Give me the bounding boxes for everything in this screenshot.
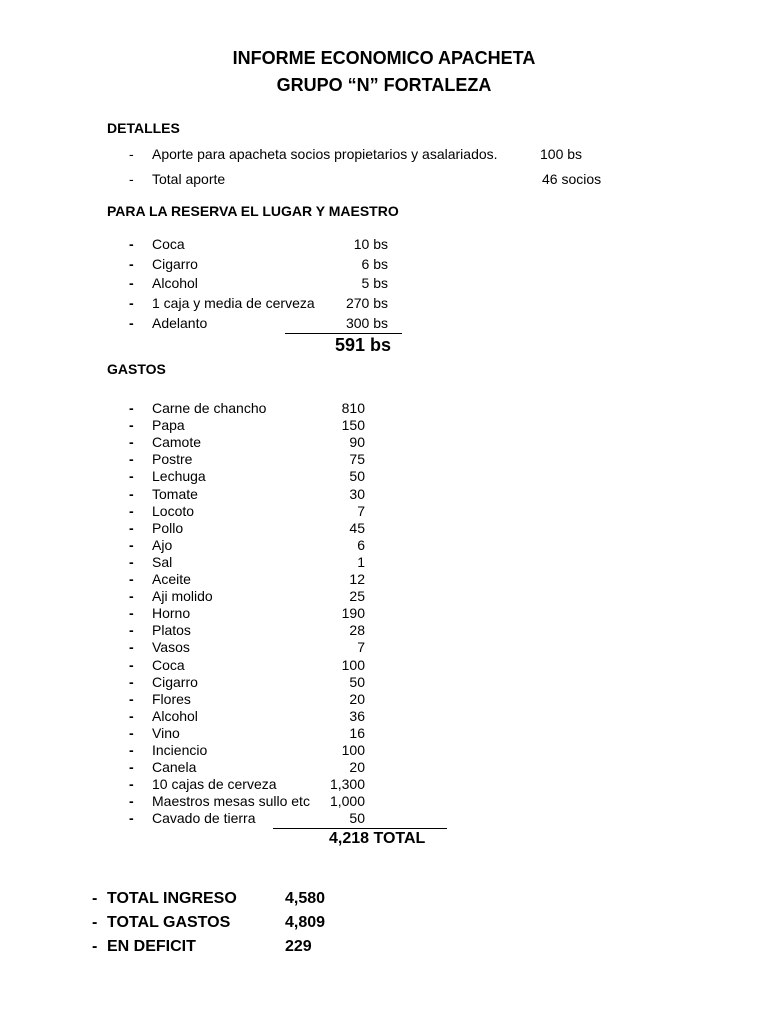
detalle-label: Total aporte <box>152 171 226 187</box>
summary-value: 229 <box>285 938 312 955</box>
list-bullet: - <box>129 793 134 810</box>
gasto-item-label: Coca <box>152 656 185 673</box>
list-bullet: - <box>129 171 134 187</box>
reserva-item-label: Coca <box>152 236 185 252</box>
list-bullet: - <box>129 417 134 434</box>
gastos-heading: GASTOS <box>107 361 166 377</box>
list-bullet: - <box>129 742 134 758</box>
gasto-item-label: Aceite <box>152 571 191 587</box>
gasto-item-label: Sal <box>152 553 173 570</box>
list-bullet: - <box>129 810 134 827</box>
list-bullet: - <box>129 776 134 793</box>
list-bullet: - <box>129 502 134 519</box>
detalle-value: 100 bs <box>540 146 583 162</box>
gasto-item-value: 50 <box>349 673 365 690</box>
gasto-item-value: 100 <box>341 656 365 673</box>
reserva-item-label: Cigarro <box>152 255 198 272</box>
list-bullet: - <box>129 275 134 292</box>
gasto-item-value: 75 <box>349 451 365 468</box>
gasto-item-value: 50 <box>349 468 365 485</box>
gasto-item-value: 1,000 <box>329 793 365 810</box>
list-bullet: - <box>129 553 134 570</box>
gasto-item-value: 190 <box>341 605 365 622</box>
list-bullet: - <box>129 236 134 252</box>
detalle-label: Aporte para apacheta socios propietarios y asalariados. <box>152 146 498 162</box>
summary-value: 4,580 <box>285 890 326 907</box>
reserva-item-value: 6 bs <box>361 255 388 272</box>
gasto-item-value: 20 <box>349 759 365 776</box>
gastos-total: 4,218 TOTAL <box>329 830 426 847</box>
gasto-item-value: 30 <box>349 485 365 502</box>
reserva-item-label: 1 caja y media de cerveza <box>152 295 315 312</box>
list-bullet: - <box>129 605 134 622</box>
gasto-item-label: Aji molido <box>152 588 213 605</box>
list-bullet: - <box>129 724 134 741</box>
gasto-item-value: 810 <box>341 400 365 416</box>
gasto-item-label: Canela <box>152 759 197 776</box>
gasto-item-label: Inciencio <box>152 742 208 758</box>
gasto-item-value: 90 <box>349 434 365 451</box>
gasto-item-label: Lechuga <box>152 468 206 485</box>
gasto-item-label: Camote <box>152 434 202 451</box>
gasto-item-label: 10 cajas de cerveza <box>152 776 277 793</box>
gasto-item-label: Maestros mesas sullo etc <box>152 793 310 810</box>
gasto-item-value: 1 <box>357 553 365 570</box>
summary-label: TOTAL INGRESO <box>107 890 237 907</box>
gasto-item-label: Vino <box>152 724 180 741</box>
reserva-item-label: Adelanto <box>152 314 208 331</box>
report-title: INFORME ECONOMICO APACHETA <box>232 48 536 68</box>
list-bullet: - <box>129 759 134 776</box>
gasto-item-label: Pollo <box>152 519 184 536</box>
gasto-item-value: 16 <box>349 724 365 741</box>
reserva-heading: PARA LA RESERVA EL LUGAR Y MAESTRO <box>107 203 399 219</box>
gasto-item-value: 7 <box>357 502 365 519</box>
list-bullet: - <box>129 255 134 272</box>
gasto-item-value: 20 <box>349 690 365 707</box>
list-bullet: - <box>129 434 134 451</box>
list-bullet: - <box>129 536 134 553</box>
summary-label: TOTAL GASTOS <box>107 914 231 931</box>
list-bullet: - <box>129 519 134 536</box>
gasto-item-value: 36 <box>349 707 365 724</box>
gasto-item-value: 12 <box>349 571 365 587</box>
list-bullet: - <box>129 146 134 162</box>
gasto-item-label: Flores <box>152 690 191 707</box>
gasto-item-value: 1,300 <box>329 776 365 793</box>
list-bullet: - <box>129 639 134 656</box>
gasto-item-label: Horno <box>152 605 191 622</box>
detalles-heading: DETALLES <box>107 120 180 136</box>
list-bullet: - <box>129 707 134 724</box>
reserva-total: 591 bs <box>334 335 391 355</box>
gasto-item-label: Ajo <box>152 536 173 553</box>
summary-bullet: - <box>92 938 98 955</box>
gasto-item-value: 28 <box>349 622 365 639</box>
gasto-item-label: Vasos <box>152 639 190 656</box>
summary-bullet: - <box>92 890 98 907</box>
reserva-item-value: 300 bs <box>345 314 388 331</box>
gasto-item-label: Locoto <box>152 502 195 519</box>
gasto-item-label: Postre <box>152 451 193 468</box>
list-bullet: - <box>129 673 134 690</box>
gasto-item-label: Papa <box>152 417 185 434</box>
summary-bullet: - <box>92 914 98 931</box>
gasto-item-value: 7 <box>357 639 365 656</box>
gasto-item-label: Cigarro <box>152 673 198 690</box>
list-bullet: - <box>129 468 134 485</box>
list-bullet: - <box>129 400 134 416</box>
gasto-item-value: 100 <box>341 742 365 758</box>
list-bullet: - <box>129 571 134 587</box>
gasto-item-label: Alcohol <box>152 707 198 724</box>
list-bullet: - <box>129 622 134 639</box>
summary-value: 4,809 <box>285 914 326 931</box>
reserva-item-value: 10 bs <box>353 236 388 252</box>
gasto-item-label: Cavado de tierra <box>152 810 256 827</box>
list-bullet: - <box>129 690 134 707</box>
reserva-item-label: Alcohol <box>152 275 198 292</box>
gasto-item-label: Platos <box>152 622 191 639</box>
list-bullet: - <box>129 588 134 605</box>
gastos-total-rule <box>273 828 447 829</box>
list-bullet: - <box>129 656 134 673</box>
list-bullet: - <box>129 295 134 312</box>
gasto-item-value: 6 <box>357 536 365 553</box>
gasto-item-label: Tomate <box>152 485 198 502</box>
detalle-value: 46 socios <box>542 171 602 187</box>
report-subtitle: GRUPO “N” FORTALEZA <box>276 75 492 95</box>
gasto-item-value: 50 <box>349 810 365 827</box>
list-bullet: - <box>129 314 134 331</box>
list-bullet: - <box>129 451 134 468</box>
summary-label: EN DEFICIT <box>107 938 196 955</box>
reserva-item-value: 5 bs <box>361 275 388 292</box>
gasto-item-value: 45 <box>349 519 365 536</box>
gasto-item-value: 25 <box>349 588 365 605</box>
list-bullet: - <box>129 485 134 502</box>
reserva-total-rule <box>285 333 402 334</box>
gasto-item-value: 150 <box>341 417 365 434</box>
reserva-item-value: 270 bs <box>345 295 388 312</box>
gasto-item-label: Carne de chancho <box>152 400 267 416</box>
